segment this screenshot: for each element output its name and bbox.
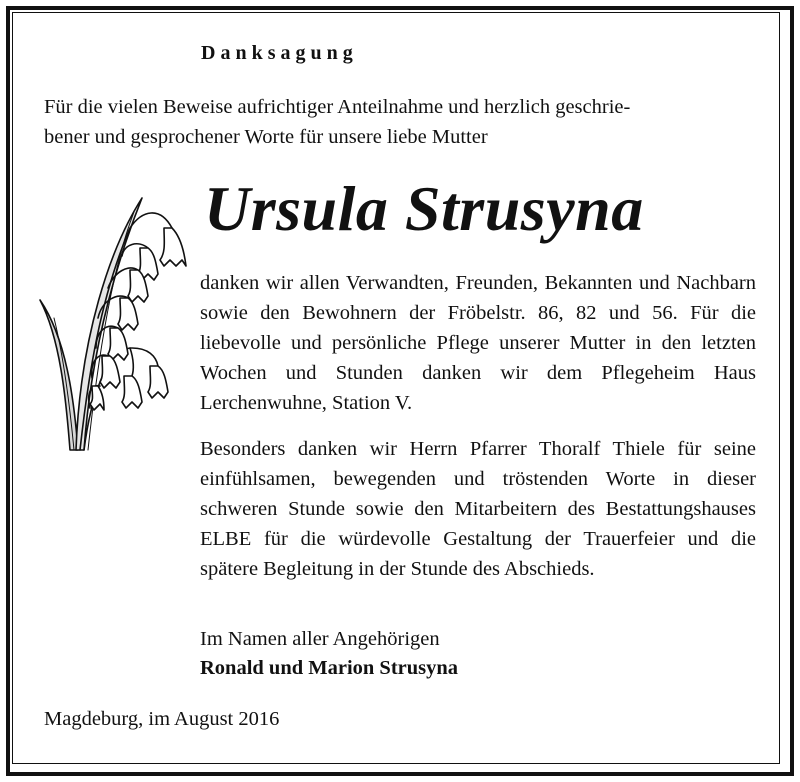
paragraph-thanks-care xyxy=(200,268,756,418)
paragraph-2-text: Besonders danken wir Herrn Pfarrer Thoralf Thiele für seine einfühlsamen, bewegenden und tröstenden Worte in dieser schweren Stunde sowie den Mitarbeitern des Bestattungshauses ELBE für die würdevolle Gestaltung der Trauerfeier und die spätere Begleitung in der Stunde des Abschieds. xyxy=(200,438,756,580)
intro-line-1: Für die vielen Beweise aufrichtiger Anteilnahme und herzlich geschrie- xyxy=(44,96,631,118)
deceased-name: Ursula Strusyna xyxy=(204,173,644,244)
paragraph-thanks-funeral xyxy=(200,434,756,584)
signature-intro: Im Namen aller Angehörigen xyxy=(200,628,440,650)
heading: Danksagung xyxy=(201,42,358,64)
intro-text xyxy=(44,92,630,152)
intro-line-2: bener und gesprochener Worte für unsere liebe Mutter xyxy=(44,126,488,148)
place-date: Magdeburg, im August 2016 xyxy=(44,708,280,730)
paragraph-1-text: danken wir allen Verwandten, Freunden, Bekannten und Nachbarn sowie den Bewohnern der Fröbelstr. 86, 82 und 56. Für die liebevolle und persönliche Pflege unserer Mutter in den letzten Wochen und Stunden danken wir dem Pflegeheim Haus Lerchenwuhne, Station V. xyxy=(200,272,756,414)
signature-names: Ronald und Marion Strusyna xyxy=(200,657,459,679)
lily-of-the-valley-icon xyxy=(30,188,190,456)
